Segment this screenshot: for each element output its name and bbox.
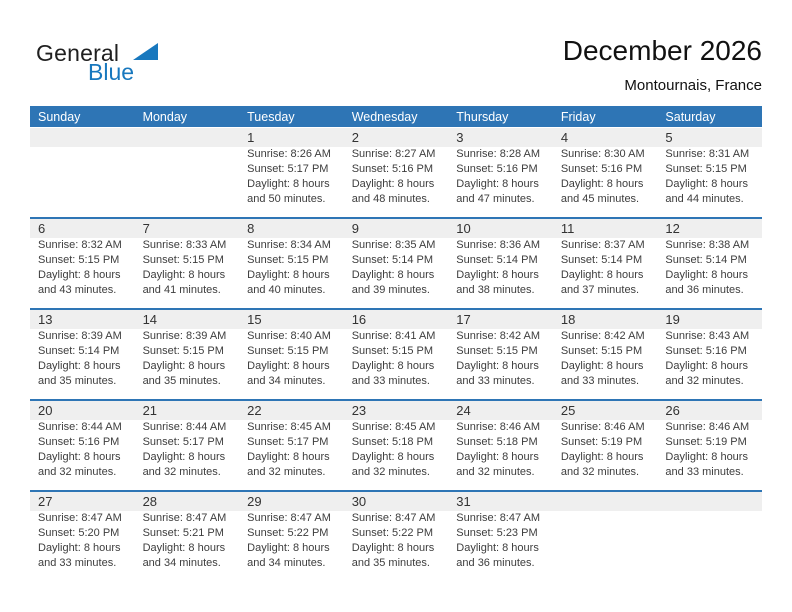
daylight-text: Daylight: 8 hours and 32 minutes. (665, 360, 748, 387)
calendar-day-cell (344, 401, 449, 490)
calendar-empty-cell (135, 128, 240, 217)
week-row (30, 217, 762, 308)
calendar-empty-cell (30, 128, 135, 217)
calendar-day-cell (135, 492, 240, 581)
daylight-text: Daylight: 8 hours and 32 minutes. (142, 451, 226, 478)
day-number: 25 (553, 401, 658, 420)
daylight-text: Daylight: 8 hours and 32 minutes. (247, 451, 330, 478)
calendar-day-cell (657, 128, 762, 217)
title-block (563, 34, 762, 94)
sunrise-text: Sunrise: 8:44 AM (38, 421, 122, 433)
sunrise-text: Sunrise: 8:34 AM (247, 239, 331, 251)
sunset-text: Sunset: 5:15 PM (38, 254, 120, 266)
sunrise-text: Sunrise: 8:39 AM (142, 330, 227, 342)
sunrise-text: Sunrise: 8:39 AM (38, 330, 122, 342)
day-number: 17 (448, 310, 553, 329)
calendar-day-cell (30, 219, 135, 308)
day-number: 16 (344, 310, 449, 329)
day-number: 21 (135, 401, 240, 420)
sunrise-text: Sunrise: 8:31 AM (665, 148, 750, 160)
day-number: 3 (448, 128, 553, 147)
sunrise-text: Sunrise: 8:42 AM (456, 330, 541, 342)
daylight-text: Daylight: 8 hours and 33 minutes. (351, 360, 435, 387)
sunrise-text: Sunrise: 8:32 AM (38, 239, 122, 251)
calendar-day-cell (239, 492, 344, 581)
sunset-text: Sunset: 5:17 PM (247, 163, 329, 175)
sunset-text: Sunset: 5:15 PM (560, 345, 643, 357)
sunset-text: Sunset: 5:15 PM (665, 163, 747, 175)
sunrise-text: Sunrise: 8:41 AM (351, 330, 436, 342)
calendar-day-cell (448, 219, 553, 308)
sunset-text: Sunset: 5:14 PM (560, 254, 643, 266)
calendar-weeks (30, 128, 762, 581)
calendar-day-cell (657, 310, 762, 399)
calendar-day-cell (239, 219, 344, 308)
calendar-empty-cell (657, 492, 762, 581)
daylight-text: Daylight: 8 hours and 35 minutes. (142, 360, 226, 387)
daylight-text: Daylight: 8 hours and 32 minutes. (456, 451, 539, 478)
day-number: 30 (344, 492, 449, 511)
calendar-day-cell (30, 401, 135, 490)
day-number: 5 (657, 128, 762, 147)
daylight-text: Daylight: 8 hours and 33 minutes. (560, 360, 644, 387)
day-number: 23 (344, 401, 449, 420)
sunset-text: Sunset: 5:22 PM (247, 527, 329, 539)
sunrise-text: Sunrise: 8:35 AM (351, 239, 436, 251)
day-number: 8 (239, 219, 344, 238)
day-number: 14 (135, 310, 240, 329)
sunrise-text: Sunrise: 8:47 AM (142, 512, 227, 524)
day-number: 7 (135, 219, 240, 238)
sunset-text: Sunset: 5:14 PM (351, 254, 434, 266)
day-number: 15 (239, 310, 344, 329)
sunset-text: Sunset: 5:16 PM (38, 436, 120, 448)
calendar-day-cell (239, 128, 344, 217)
day-number: 6 (30, 219, 135, 238)
day-number (30, 128, 135, 147)
daylight-text: Daylight: 8 hours and 44 minutes. (665, 178, 748, 205)
sunrise-text: Sunrise: 8:47 AM (456, 512, 541, 524)
sunrise-text: Sunrise: 8:27 AM (351, 148, 436, 160)
calendar-day-cell (135, 310, 240, 399)
weekday-header-row (30, 106, 762, 127)
calendar-day-cell (135, 401, 240, 490)
daylight-text: Daylight: 8 hours and 41 minutes. (142, 269, 226, 296)
calendar-day-cell (553, 401, 658, 490)
daylight-text: Daylight: 8 hours and 50 minutes. (247, 178, 330, 205)
sunset-text: Sunset: 5:15 PM (142, 345, 224, 357)
week-row (30, 128, 762, 217)
page-title: December 2026 (562, 35, 762, 66)
weekday-label-tuesday: Tuesday (247, 109, 295, 124)
sunset-text: Sunset: 5:14 PM (38, 345, 120, 357)
sunset-text: Sunset: 5:23 PM (456, 527, 538, 539)
daylight-text: Daylight: 8 hours and 45 minutes. (560, 178, 644, 205)
sunset-text: Sunset: 5:16 PM (560, 163, 643, 175)
day-number: 19 (657, 310, 762, 329)
day-number: 9 (344, 219, 449, 238)
sunset-text: Sunset: 5:17 PM (247, 436, 329, 448)
weekday-label-wednesday: Wednesday (351, 109, 418, 124)
week-row (30, 308, 762, 399)
day-number: 22 (239, 401, 344, 420)
sunset-text: Sunset: 5:22 PM (351, 527, 434, 539)
sunrise-text: Sunrise: 8:47 AM (38, 512, 122, 524)
daylight-text: Daylight: 8 hours and 35 minutes. (351, 542, 435, 569)
sunrise-text: Sunrise: 8:30 AM (560, 148, 645, 160)
sunset-text: Sunset: 5:15 PM (456, 345, 538, 357)
sunset-text: Sunset: 5:14 PM (665, 254, 747, 266)
sunrise-text: Sunrise: 8:36 AM (456, 239, 541, 251)
calendar-day-cell (30, 492, 135, 581)
page-subtitle: Montournais, France (624, 76, 762, 94)
day-number: 26 (657, 401, 762, 420)
daylight-text: Daylight: 8 hours and 33 minutes. (665, 451, 748, 478)
sunrise-text: Sunrise: 8:46 AM (560, 421, 645, 433)
sunset-text: Sunset: 5:20 PM (38, 527, 120, 539)
sunrise-text: Sunrise: 8:40 AM (247, 330, 331, 342)
sunrise-text: Sunrise: 8:46 AM (456, 421, 541, 433)
calendar-day-cell (344, 128, 449, 217)
logo-triangle-icon (133, 42, 158, 65)
sunset-text: Sunset: 5:21 PM (142, 527, 224, 539)
sunset-text: Sunset: 5:16 PM (665, 345, 747, 357)
sunset-text: Sunset: 5:17 PM (142, 436, 224, 448)
weekday-label-saturday: Saturday (665, 109, 716, 124)
calendar-day-cell (448, 310, 553, 399)
week-row (30, 399, 762, 490)
daylight-text: Daylight: 8 hours and 33 minutes. (38, 542, 121, 569)
day-number (135, 128, 240, 147)
calendar-day-cell (657, 219, 762, 308)
daylight-text: Daylight: 8 hours and 34 minutes. (142, 542, 226, 569)
sunrise-text: Sunrise: 8:44 AM (142, 421, 227, 433)
sunset-text: Sunset: 5:14 PM (456, 254, 538, 266)
daylight-text: Daylight: 8 hours and 33 minutes. (456, 360, 539, 387)
sunrise-text: Sunrise: 8:42 AM (560, 330, 645, 342)
day-number: 24 (448, 401, 553, 420)
day-number: 18 (553, 310, 658, 329)
daylight-text: Daylight: 8 hours and 48 minutes. (351, 178, 435, 205)
calendar-day-cell (448, 128, 553, 217)
day-number: 31 (448, 492, 553, 511)
daylight-text: Daylight: 8 hours and 37 minutes. (560, 269, 644, 296)
sunrise-text: Sunrise: 8:33 AM (142, 239, 227, 251)
day-number (553, 492, 658, 511)
sunrise-text: Sunrise: 8:47 AM (351, 512, 436, 524)
weekday-label-thursday: Thursday (456, 109, 509, 124)
sunset-text: Sunset: 5:19 PM (560, 436, 643, 448)
logo-text-general: General (36, 40, 120, 66)
sunrise-text: Sunrise: 8:38 AM (665, 239, 750, 251)
daylight-text: Daylight: 8 hours and 36 minutes. (456, 542, 539, 569)
day-number: 4 (553, 128, 658, 147)
day-number: 20 (30, 401, 135, 420)
sunrise-text: Sunrise: 8:43 AM (665, 330, 750, 342)
day-number: 28 (135, 492, 240, 511)
calendar-day-cell (448, 492, 553, 581)
sunset-text: Sunset: 5:16 PM (456, 163, 538, 175)
daylight-text: Daylight: 8 hours and 36 minutes. (665, 269, 748, 296)
calendar-day-cell (657, 401, 762, 490)
week-row (30, 490, 762, 581)
day-number (657, 492, 762, 511)
daylight-text: Daylight: 8 hours and 32 minutes. (38, 451, 121, 478)
general-blue-logo (36, 42, 166, 84)
daylight-text: Daylight: 8 hours and 47 minutes. (456, 178, 539, 205)
daylight-text: Daylight: 8 hours and 32 minutes. (351, 451, 435, 478)
sunset-text: Sunset: 5:15 PM (247, 254, 329, 266)
calendar-day-cell (344, 492, 449, 581)
daylight-text: Daylight: 8 hours and 43 minutes. (38, 269, 121, 296)
sunrise-text: Sunrise: 8:46 AM (665, 421, 750, 433)
sunset-text: Sunset: 5:18 PM (351, 436, 434, 448)
day-number: 27 (30, 492, 135, 511)
calendar (30, 106, 762, 581)
weekday-label-friday: Friday (560, 109, 596, 124)
sunrise-text: Sunrise: 8:26 AM (247, 148, 331, 160)
sunset-text: Sunset: 5:16 PM (351, 163, 434, 175)
calendar-day-cell (344, 219, 449, 308)
calendar-day-cell (553, 219, 658, 308)
logo-text-blue: Blue (88, 59, 135, 85)
daylight-text: Daylight: 8 hours and 40 minutes. (247, 269, 330, 296)
calendar-empty-cell (553, 492, 658, 581)
day-number: 13 (30, 310, 135, 329)
day-number: 12 (657, 219, 762, 238)
daylight-text: Daylight: 8 hours and 34 minutes. (247, 542, 330, 569)
sunset-text: Sunset: 5:15 PM (142, 254, 224, 266)
sunset-text: Sunset: 5:15 PM (351, 345, 434, 357)
calendar-day-cell (344, 310, 449, 399)
daylight-text: Daylight: 8 hours and 38 minutes. (456, 269, 539, 296)
calendar-day-cell (135, 219, 240, 308)
day-number: 29 (239, 492, 344, 511)
daylight-text: Daylight: 8 hours and 39 minutes. (351, 269, 435, 296)
day-number: 10 (448, 219, 553, 238)
weekday-label-sunday: Sunday (38, 109, 81, 124)
daylight-text: Daylight: 8 hours and 32 minutes. (560, 451, 644, 478)
sunrise-text: Sunrise: 8:45 AM (247, 421, 331, 433)
calendar-day-cell (553, 128, 658, 217)
weekday-label-monday: Monday (142, 109, 188, 124)
sunrise-text: Sunrise: 8:45 AM (351, 421, 436, 433)
sunrise-text: Sunrise: 8:37 AM (560, 239, 645, 251)
sunrise-text: Sunrise: 8:28 AM (456, 148, 541, 160)
daylight-text: Daylight: 8 hours and 35 minutes. (38, 360, 121, 387)
sunrise-text: Sunrise: 8:47 AM (247, 512, 331, 524)
sunset-text: Sunset: 5:19 PM (665, 436, 747, 448)
calendar-day-cell (448, 401, 553, 490)
sunset-text: Sunset: 5:15 PM (247, 345, 329, 357)
calendar-day-cell (553, 310, 658, 399)
calendar-day-cell (30, 310, 135, 399)
calendar-day-cell (239, 401, 344, 490)
day-number: 2 (344, 128, 449, 147)
day-number: 1 (239, 128, 344, 147)
daylight-text: Daylight: 8 hours and 34 minutes. (247, 360, 330, 387)
calendar-day-cell (239, 310, 344, 399)
day-number: 11 (553, 219, 658, 238)
sunset-text: Sunset: 5:18 PM (456, 436, 538, 448)
